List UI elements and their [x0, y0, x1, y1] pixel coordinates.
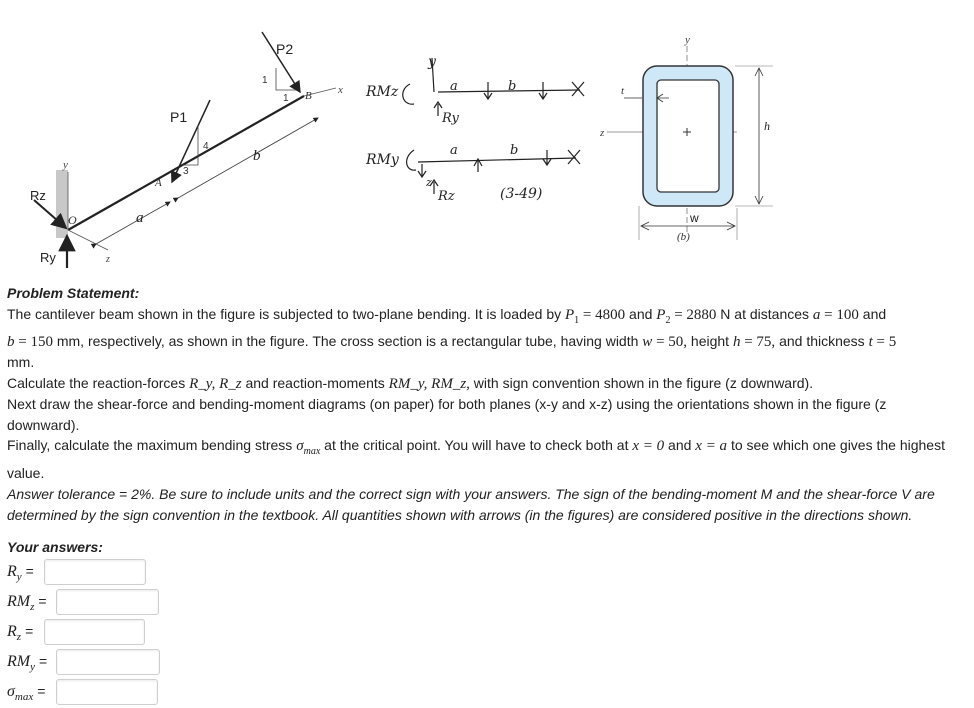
text-span: to see which one gives the highest value. — [7, 437, 945, 481]
sketch-rz-label: Rz — [438, 189, 455, 204]
answer-row-sigma-max — [7, 678, 45, 708]
answer-symbol: σ — [7, 682, 15, 700]
answer-symbol: RM — [7, 592, 31, 610]
section-h-label: h — [764, 119, 770, 133]
sketch-rmy-label: RMy — [366, 152, 399, 168]
origin-label: O — [68, 213, 77, 227]
h-value: = 75, — [740, 333, 776, 350]
rz-label: Rz — [30, 188, 46, 203]
point-a-label: A — [155, 177, 162, 189]
dim-b-label: b — [253, 148, 261, 164]
text-span: at the critical point. You will have to check both at — [320, 437, 633, 454]
beam-diagram — [0, 10, 356, 268]
p2-label: P2 — [276, 41, 294, 57]
beam-figure — [0, 10, 356, 268]
text-span: N at distances — [716, 305, 813, 322]
cross-section-diagram — [597, 32, 780, 243]
sketch-rmz-curve — [403, 84, 414, 104]
sketch-b-label-1: b — [508, 79, 517, 94]
x-a-expr: x = a — [695, 438, 728, 455]
problem-line-4 — [7, 373, 962, 395]
answer-row-ry — [7, 558, 34, 588]
sigma-symbol: σ — [296, 438, 304, 455]
text-span: Calculate the reaction-forces — [7, 374, 190, 391]
answer-symbol: R — [7, 622, 17, 640]
dim-b-line — [178, 118, 318, 198]
answer-subscript: z — [30, 601, 35, 614]
sigma-subscript: max — [303, 446, 321, 458]
a-symbol: a — [812, 306, 821, 323]
tube-inner-void — [657, 80, 719, 192]
sketch-diagram — [358, 46, 594, 231]
text-span: height — [687, 332, 733, 349]
answer-label — [7, 683, 45, 703]
answer-subscript: z — [16, 631, 22, 644]
p1-slope-4: 4 — [203, 141, 209, 152]
equals-sign: = — [37, 682, 46, 699]
p1-subscript: 1 — [574, 314, 580, 326]
w-symbol: w — [642, 333, 653, 350]
problem-line-5: Next draw the shear-force and bending-moment diagrams (on paper) for both planes (x-y and x-z) using the orientations shown in the figure (z downward). — [7, 396, 887, 433]
t-value: = 5 — [872, 333, 897, 350]
p1-slope-3: 3 — [183, 166, 189, 177]
free-body-sketch — [358, 46, 594, 231]
p2-slope-1b: 1 — [283, 93, 289, 104]
section-z-label: z — [600, 127, 605, 139]
w-value: = 50, — [652, 333, 688, 350]
rmy-answer-input[interactable] — [56, 649, 160, 675]
ry-label: Ry — [40, 250, 56, 265]
section-caption: (b) — [677, 231, 690, 243]
sketch-load-4 — [543, 150, 551, 165]
text-span: The cantilever beam shown in the figure is subjected to two-plane bending. It is loaded by — [7, 305, 565, 322]
axis-x-label: x — [338, 84, 343, 96]
answer-label — [7, 623, 33, 643]
axis-y-label: y — [63, 159, 68, 171]
text-span: mm, respectively, as shown in the figure. The cross section is a rectangular tube, having width — [52, 332, 643, 349]
answer-symbol: RM — [7, 652, 31, 670]
answer-row-rmz — [7, 588, 47, 618]
axis-z-label: z — [106, 254, 110, 265]
p1-value: = 4800 — [579, 306, 626, 323]
p1-symbol: P — [565, 306, 575, 323]
p2-subscript: 2 — [665, 314, 671, 326]
sketch-rmz-label: RMz — [366, 84, 399, 100]
h-symbol: h — [732, 333, 741, 350]
equals-sign: = — [25, 622, 34, 639]
sketch-beam-bottom — [418, 158, 576, 162]
p2-slope-1a: 1 — [262, 75, 268, 86]
sketch-z-label: z — [426, 176, 432, 189]
answer-label — [7, 593, 47, 613]
wall — [56, 170, 68, 238]
answers-heading: Your answers: — [7, 539, 103, 555]
sketch-ref-label: (3-49) — [500, 186, 543, 202]
sketch-ry-label: Ry — [442, 111, 459, 126]
answer-subscript: y — [16, 571, 22, 584]
rz-answer-input[interactable] — [44, 619, 145, 645]
section-t-label: t — [621, 85, 625, 97]
sketch-y-label: y — [428, 54, 436, 70]
answer-symbol: R — [7, 562, 17, 580]
point-b-label: B — [305, 90, 312, 102]
problem-line-1 — [7, 304, 962, 331]
text-span: and reaction-moments — [241, 374, 389, 391]
b-symbol: b — [7, 333, 15, 350]
text-span: and — [858, 305, 887, 322]
equals-sign: = — [39, 652, 48, 669]
answer-subscript: y — [30, 661, 35, 674]
text-span: and — [625, 305, 657, 322]
x-zero-expr: x = 0 — [632, 438, 665, 455]
equals-sign: = — [25, 562, 34, 579]
equals-sign: = — [38, 592, 47, 609]
t-symbol: t — [868, 333, 873, 350]
p1-label: P1 — [170, 109, 188, 125]
problem-line-3: mm. — [7, 354, 35, 371]
sketch-a-label-2: a — [450, 143, 458, 158]
sketch-ry-arrow — [434, 102, 442, 116]
text-span: and thickness — [775, 332, 869, 349]
problem-line-2 — [7, 331, 962, 353]
sketch-x-mark-2 — [568, 150, 580, 164]
sketch-load-1 — [484, 82, 492, 99]
ry-answer-input[interactable] — [44, 559, 146, 585]
z-axis-line — [68, 230, 108, 250]
text-span: with sign convention shown in the figure (z downward). — [469, 374, 814, 391]
sketch-b-label-2: b — [510, 143, 519, 158]
reaction-forces-symbols: R_y, R_z — [189, 375, 242, 392]
dim-a-label: a — [136, 210, 144, 226]
p2-symbol: P — [656, 306, 666, 323]
section-w-label: w — [690, 211, 699, 225]
section-y-label: y — [685, 34, 690, 46]
sigma-max-answer-input[interactable] — [56, 679, 158, 705]
p2-value: = 2880 — [670, 306, 717, 323]
answer-subscript: max — [14, 691, 34, 704]
a-value: = 100 — [820, 306, 859, 323]
text-span: Finally, calculate the maximum bending stress — [7, 437, 297, 454]
reaction-moments-symbols: RM_y, RM_z, — [388, 375, 470, 392]
answer-row-rz — [7, 618, 33, 648]
text-span: and — [664, 437, 696, 454]
problem-line-6 — [7, 435, 962, 483]
sketch-a-label-1: a — [450, 79, 458, 94]
sketch-z-arrow — [418, 164, 426, 177]
answer-row-rmy — [7, 648, 47, 678]
rmz-answer-input[interactable] — [56, 589, 159, 615]
b-value: = 150 — [14, 333, 53, 350]
answer-label — [7, 653, 47, 673]
problem-heading: Problem Statement: — [7, 285, 140, 301]
p2-slope-triangle — [276, 68, 296, 90]
sketch-rmy-curve — [407, 150, 416, 170]
problem-statement — [7, 283, 962, 483]
answer-tolerance-note: Answer tolerance = 2%. Be sure to include units and the correct sign with your answers. The sign of the bending-moment M and the shear-force V are determined by the sign convention in the textbook. All quantities shown with arrows (in the figures) are considered positive in the directions shown. — [7, 486, 935, 523]
sketch-x-mark-1 — [572, 82, 584, 96]
cross-section-figure — [597, 32, 780, 243]
answer-label — [7, 563, 34, 583]
